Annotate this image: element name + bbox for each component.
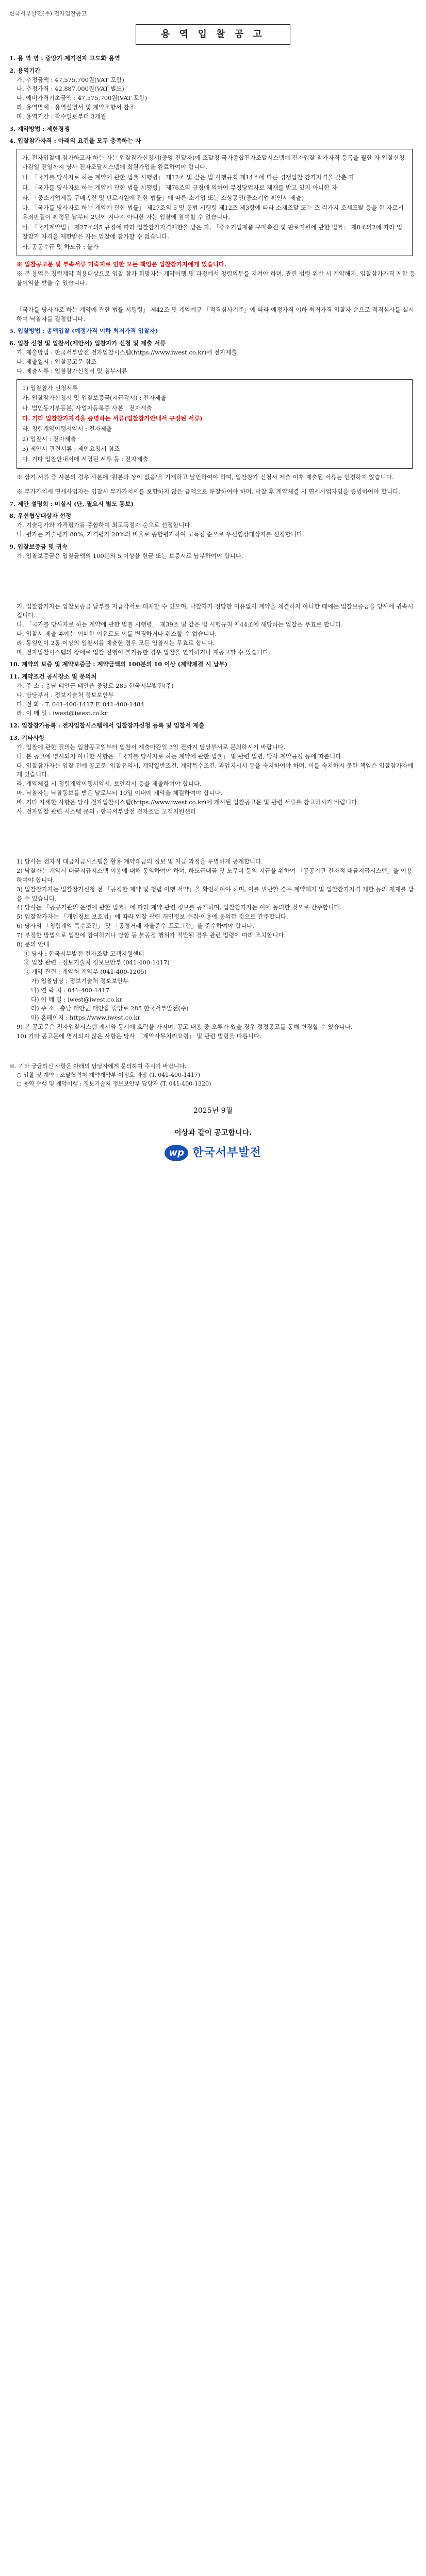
budget-item: 라. 용역명세 : 용역설명서 및 계약조항서 참조 [17,104,135,111]
documents-item: 라. 청렴계약이행서약서 : 전자제출 [22,425,112,432]
contact-subitem: 라) 주 소 : 충남 태안군 태안읍 중앙로 285 한국서부발전(주) [31,1005,189,1012]
section-1-title: 1. 용 역 명 : 중앙기 계기전자 고도화 용역 [9,54,120,62]
eligibility-box [17,149,413,256]
org-line: 한국서부발전(주) 전자입찰공고 [9,10,87,17]
section-4-title: 4. 입찰참가자격 : 아래의 요건을 모두 충족하는 자 [9,137,141,145]
contact-subitem: 나) 연 락 처 : 041-400-1417 [31,986,110,994]
documents-item: 2) 입찰서 : 전자제출 [22,435,76,443]
selection-item: 나. 평가는 기술평가 80%, 가격평가 20%의 비율로 종합평가하여 고득점 순으로 우선협상대상자를 선정합니다. [17,531,304,538]
eligibility-item: 마. 「국가를 당사자로 하는 계약에 관한 법률」 제27조의 5 및 동법 시행령 제12조 제3항에 따라 소재조달 또는 조 리가지 조세포탈 등을 한 자로서 유죄판결이 확정된 날부터 2년이 지나지 아니한 자는 입찰에 참여할 수 없습니다. [22,204,404,221]
contact-subitem: 다) 이 메 일 : iwest@iwest.co.kr [31,995,123,1003]
clause-item: 3) 입찰참가자는 입찰참가신청 전 「공정한 계약 및 청렴 이행 서약」을 확인하여야 하며, 이를 위반할 경우 계약해지 및 입찰참가자격 제한 등의 제재를 받을 수 있습니다. [17,885,414,902]
section-6-title: 6. 입찰 신청 및 입찰서(제안서) 입찰자가 신청 및 제출 서류 [9,340,166,347]
documents-item: 나. 법인등기부등본, 사업자등록증 사본 : 전자제출 [22,404,152,412]
contact-item: 라. 이 메 일 : iwest@iwest.co.kr [17,709,108,717]
footer-note: ※. 기타 궁금하신 사항은 아래의 담당자에게 문의하여 주시기 바랍니다. [9,1062,187,1070]
clause-subitem: ② 입찰 관련 : 정보기술처 정보보안부 (041-400-1417) [24,959,170,967]
clause-item: 10) 기타 공고문에 명시되지 않은 사항은 당사 「계약사무처리요령」 및 관련 법령을 따릅니다. [17,1032,261,1040]
contact-item: 다. 전 화 : T. 041-400-1417 F. 041-400-1484 [17,700,144,708]
other-item: 사. 전자입찰 관련 시스템 문의 : 한국서부발전 전자조달 고객지원센터 [17,807,196,815]
page-title: 용 역 입 찰 공 고 [136,24,290,45]
documents-item: 1) 입찰참가 신청서류 [22,384,78,392]
logo-text: 한국서부발전 [192,1146,261,1160]
body-paragraph: 라. 동일인이 2통 이상의 입찰서를 제출한 경우 모든 입찰서는 무효로 합니다. [17,639,215,647]
body-paragraph: 나. 「국가를 당사자로 하는 계약에 관한 법률 시행령」 제39조 및 같은 법 시행규칙 제44조에 해당하는 입찰은 무효로 합니다. [17,621,343,629]
section-13-title: 13. 기타사항 [9,734,45,742]
clause-item: 1) 당사는 전자적 대금지급시스템을 활용 계약대금의 정보 및 지급 과정을 투명하게 공개합니다. [17,858,263,866]
eligibility-item: 라. 「중소기업제품 구매촉진 및 판로지원에 관한 법률」에 따른 소기업 또는 소상공인(중소기업 확인서 제출) [22,194,304,201]
footer [9,1062,417,1162]
company-logo [9,1144,417,1162]
selection-item: 가. 기술평가와 가격평가를 종합하여 최고득점자 순으로 선정합니다. [17,521,192,529]
body-paragraph: 마. 전자입찰시스템의 장애로 입찰 진행이 불가능한 경우 입찰을 연기하거나 재공고할 수 있습니다. [17,648,270,656]
other-item: 가. 입찰에 관한 질의는 입찰공고일부터 입찰서 제출마감일 3일 전까지 담당부서로 문의하시기 바랍니다. [17,743,286,751]
footer-contact: ○ 용역 수행 및 계약이행 : 정보기술처 정보보안부 담당자 (T. 041-400-1320) [17,1080,211,1087]
section-3-title: 3. 계약방법 : 제한경쟁 [9,125,70,132]
other-item: 바. 기타 자세한 사항은 당사 전자입찰시스템(https://www.iwest.co.kr)에 게시된 입찰공고문 및 관련 서류를 참고하시기 바랍니다. [17,798,359,806]
contact-item: 나. 담당부서 : 정보기술처 정보보안부 [17,691,114,699]
budget-item: 나. 추정가격 : 42,887,000원(VAT 별도) [17,85,124,93]
documents-item: 다. 기타 입찰참가자격을 증명하는 서류(입찰참가안내서 규정된 서류) [22,414,203,422]
clause-item: 2) 낙찰자는 계약시 대금지급시스템 이용에 대해 동의하여야 하며, 하도급대금 및 노무비 등의 지급을 위하여 「공공기관 전자적 대금지급시스템」을 이용하여야 합니다. [17,867,413,884]
vat-note: ※ 부가가치세 면세사업자는 입찰시 부가가치세를 포함하지 않은 금액으로 투찰하여야 하며, 낙찰 후 계약체결 시 면세사업자임을 증빙하여야 합니다. [17,487,400,495]
eligibility-item: 가. 전자입찰에 참가하고자 하는 자는 입찰참가신청서(중앙 전달자)에 조달청 국가종합전자조달시스템에 전자입찰 참가자격 등록을 필한 자 입찰신청마감일 전일까지 당사 전자조달시스템에 회원가입을 완료하여야 합니다. [22,154,405,171]
announcement-date: 2025년 9월 [193,1106,233,1115]
body-paragraph: 기. 입찰참가자는 입찰보증금 납부를 지급각서로 대체할 수 있으며, 낙찰자가 정당한 이유없이 계약을 체결하지 아니한 때에는 입찰보증금을 당사에 귀속시킵니다. [17,602,414,619]
clause-item: 4) 당사는 「공공기관의 운영에 관한 법률」에 따라 계약 관련 정보를 공개하며, 입찰참가자는 이에 동의한 것으로 간주합니다. [17,904,342,911]
section-8-title: 8. 우선협상대상자 선정 [9,512,71,520]
clause-item: 7) 부정한 방법으로 입찰에 참여하거나 담합 등 불공정 행위가 적발될 경우 관련 법령에 따라 조치합니다. [17,931,286,939]
submission-item: 나. 제출일시 : 입찰공고문 참조 [17,358,97,365]
deposit-item: 가. 입찰보증금은 입찰금액의 100분의 5 이상을 현금 또는 보증서로 납부하여야 합니다. [17,552,243,560]
eligibility-item: 사. 공동수급 및 하도급 : 불가 [22,243,99,250]
document-page [0,9,426,1162]
contact-item: 가. 주 소 : 충남 태안군 태안읍 중앙로 285 한국서부발전(주) [17,682,174,689]
contact-subitem: 가) 입찰담당 : 정보기술처 정보보안부 [31,977,129,985]
documents-item: 3) 제안서 관련서류 : 제안요청서 참조 [22,445,120,453]
warning-note: ※ 입찰공고문 및 부속서류 미숙지로 인한 모든 책임은 입찰참가자에게 있습니다. [17,261,227,268]
budget-item: 마. 용역기간 : 착수일로부터 3개월 [17,112,106,120]
documents-note: ※ 상기 서류 중 사본의 경우 사본에 '원본과 상이 없음'을 기재하고 날인하여야 하며, 입찰참가 신청서 제출 이후 제출된 서류는 인정하지 않습니다. [17,473,394,481]
documents-box [17,379,413,469]
documents-item: 가. 입찰참가신청서 및 입찰보증금(지급각서) : 전자제출 [22,394,167,402]
clause-item: 5) 입찰참가자는 「개인정보 보호법」에 따라 입찰 관련 개인정보 수집·이용에 동의한 것으로 간주합니다. [17,913,288,921]
clause-subitem: ③ 계약 관련 : 계약처 계약부 (041-400-1205) [24,968,147,976]
section-2-title: 2. 용역기간 [9,66,41,74]
award-criteria: 「국가를 당사자로 하는 계약에 관한 법률 시행령」 제42조 및 계약예규 「적격심사기준」에 따라 예정가격 이하 최저가격 입찰자 순으로 적격심사를 실시하여 낙찰자를 결정합니다. [17,306,414,323]
eligibility-item: 다. 「국가를 당사자로 하는 계약에 관한 법률 시행령」 제76조의 규정에 의하여 부정당업자로 제재를 받고 있지 아니한 자 [22,183,337,191]
body-paragraph: 다. 입찰서 제출 후에는 어떠한 이유로도 이를 변경하거나 취소할 수 없습니다. [17,630,217,637]
logo-mark-icon: wp [165,1145,188,1161]
integrity-note: ※ 본 용역은 청렴계약 적용대상으로 입찰 참가 희망자는 계약이행 및 과정에서 청렴의무를 지켜야 하며, 관련 법령 위반 시 계약해지, 입찰참가자격 제한 등 불이익을 받을 수 있습니다. [17,270,416,286]
eligibility-item: 나. 「국가를 당사자로 하는 계약에 관한 법률 시행령」 제12조 및 같은 법 시행규칙 제14조에 따른 경쟁입찰 참가자격을 갖춘 자 [22,173,354,181]
budget-item: 다. 예비가격기초금액 : 47,575,700원(VAT 포함) [17,94,148,102]
other-item: 나. 본 공고에 명시되지 아니한 사항은 「국가를 당사자로 하는 계약에 관한 법률」 및 관련 법령, 당사 계약규정 등에 따릅니다. [17,752,343,760]
other-item: 다. 입찰참가자는 입찰 전에 공고문, 입찰유의서, 계약일반조건, 계약특수조건, 과업지시서 등을 숙지하여야 하며, 이를 숙지하지 못한 책임은 입찰참가자에게 있습니다. [17,761,414,778]
contact-subitem: 마) 홈페이지 : https://www.iwest.co.kr [31,1014,141,1022]
clause-item: 9) 본 공고문은 전자입찰시스템 게시와 동시에 효력을 가지며, 공고 내용 중 오류가 있을 경우 정정공고를 통해 변경할 수 있습니다. [17,1023,353,1030]
clause-subitem: ① 당사 : 한국서부발전 전자조달 고객지원센터 [24,950,144,957]
budget-item: 가. 추정금액 : 47,575,700원(VAT 포함) [17,76,124,83]
section-11-title: 11. 계약조건 공시장소 및 문의처 [9,673,97,681]
submission-item: 다. 제출서류 : 입찰참가신청서 및 첨부서류 [17,367,127,375]
other-item: 마. 낙찰자는 낙찰통보를 받은 날로부터 10일 이내에 계약을 체결하여야 합니다. [17,789,223,796]
other-item: 라. 계약체결 시 청렴계약이행서약서, 보안각서 등을 제출하여야 합니다. [17,780,202,788]
section-12-title: 12. 입찰참가등록 : 전자입찰시스템에서 입찰참가신청 등록 및 입찰서 제출 [9,722,205,730]
section-7-title: 7. 제안 설명회 : 미실시 (단, 필요시 별도 통보) [9,500,134,507]
section-5-title: 5. 입찰방법 : 총액입찰 (예정가격 이하 최저가격 입찰자) [9,327,158,335]
submission-item: 가. 제출방법 : 한국서부발전 전자입찰시스템(https://www.iwest.co.kr)에 전자제출 [17,349,237,357]
closing-text: 이상과 같이 공고합니다. [174,1129,252,1138]
section-10-title: 10. 계약의 보증 및 계약보증금 : 계약금액의 100분의 10 이상 (계약체결 시 납부) [9,660,228,668]
clause-item: 8) 문의 안내 [17,940,50,948]
documents-item: 마. 기타 입찰안내서에 서명된 서류 등 : 전자제출 [22,455,149,463]
section-9-title: 9. 입찰보증금 및 귀속 [9,543,68,550]
clause-item: 6) 당사의 「청렴계약 특수조건」 및 「공정거래 자율준수 프로그램」을 준수하여야 합니다. [17,922,254,930]
eligibility-item: 바. 「국가계약법」 제27조의5 규정에 따라 입찰참가자격제한을 받은 자, 「중소기업제품 구매촉진 및 판로지원에 관한 법률」 제8조의2에 따라 입찰참가 자격을 제한받은 자는 입찰에 참가할 수 없습니다. [22,223,403,240]
footer-contact: ○ 입찰 및 계약 : 조달협력처 계약계약부 이정호 과장 (T. 041-400-1417) [17,1071,201,1078]
